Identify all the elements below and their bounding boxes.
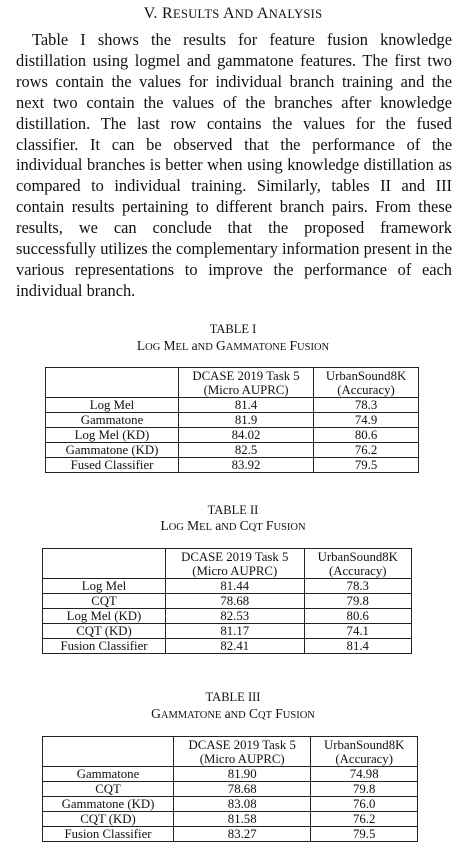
table-1-caption-text: LOG MEL aND GAMMATONE FUSION <box>136 338 330 353</box>
table-row: Fusion Classifier 83.27 79.5 <box>43 827 418 842</box>
table-2-col-dcase: DCASE 2019 Task 5 (Micro AUPRC) <box>166 549 305 579</box>
table-row: CQT 78.68 79.8 <box>43 594 412 609</box>
table-3-corner <box>43 737 174 767</box>
table-row: Log Mel 81.44 78.3 <box>43 579 412 594</box>
table-row: Log Mel 81.4 78.3 <box>46 398 419 413</box>
section-word-3: ANALYSIS <box>256 5 323 22</box>
table-row: Fusion Classifier 82.41 81.4 <box>43 639 412 654</box>
table-row: Gammatone (KD) 83.08 76.0 <box>43 797 418 812</box>
table-1-label: TABLE I <box>209 322 257 336</box>
table-3-col-urban: UrbanSound8K (Accuracy) <box>311 737 418 767</box>
table-2 <box>42 548 412 654</box>
table-3-label: TABLE III <box>205 690 261 704</box>
table-row: Fused Classifier 83.92 79.5 <box>46 458 419 473</box>
section-number: V. <box>143 5 158 22</box>
table-2-corner <box>43 549 166 579</box>
table-2-caption-text: LOG MEL aND CQT FUSION <box>160 518 306 533</box>
section-word-1: RESULTS <box>162 5 220 22</box>
table-row: Log Mel (KD) 84.02 80.6 <box>46 428 419 443</box>
table-row: Log Mel (KD) 82.53 80.6 <box>43 609 412 624</box>
section-heading <box>0 5 466 23</box>
table-3-caption-text: GAMMATONE aND CQT FUSION <box>151 706 315 721</box>
table-1-col-dcase: DCASE 2019 Task 5 (Micro AUPRC) <box>179 368 314 398</box>
section-word-2: AND <box>222 5 254 22</box>
table-3-col-dcase: DCASE 2019 Task 5 (Micro AUPRC) <box>174 737 311 767</box>
table-1-caption <box>0 338 466 356</box>
table-1-col-urban: UrbanSound8K (Accuracy) <box>314 368 419 398</box>
table-row: Gammatone 81.90 74.98 <box>43 767 418 782</box>
table-2-label: TABLE II <box>207 503 259 517</box>
table-3 <box>42 736 418 842</box>
table-row: CQT 78.68 79.8 <box>43 782 418 797</box>
table-3-caption <box>0 706 466 724</box>
table-2-caption <box>0 518 466 536</box>
table-row: Gammatone 81.9 74.9 <box>46 413 419 428</box>
table-row: CQT (KD) 81.17 74.1 <box>43 624 412 639</box>
body-paragraph: Table I shows the results for feature fusion knowledge distillation using logmel and gammatone features. The first two rows contain the values for individual branch training and the next two contain the values of the branches after knowledge distillation. The last row contains the values for the fused classifier. It can be observed that the performance of the individual branches is better when using knowledge distillation as compared to individual training. Similarly, tables II and III contain results pertaining to different branch pairs. From these results, we can conclude that the proposed framework successfully utilizes the complementary information present in the various representations to improve the performance of each individual branch. <box>16 30 452 300</box>
table-1-corner <box>46 368 179 398</box>
table-1 <box>45 367 419 473</box>
table-row: Gammatone (KD) 82.5 76.2 <box>46 443 419 458</box>
table-row: CQT (KD) 81.58 76.2 <box>43 812 418 827</box>
table-2-col-urban: UrbanSound8K (Accuracy) <box>304 549 411 579</box>
